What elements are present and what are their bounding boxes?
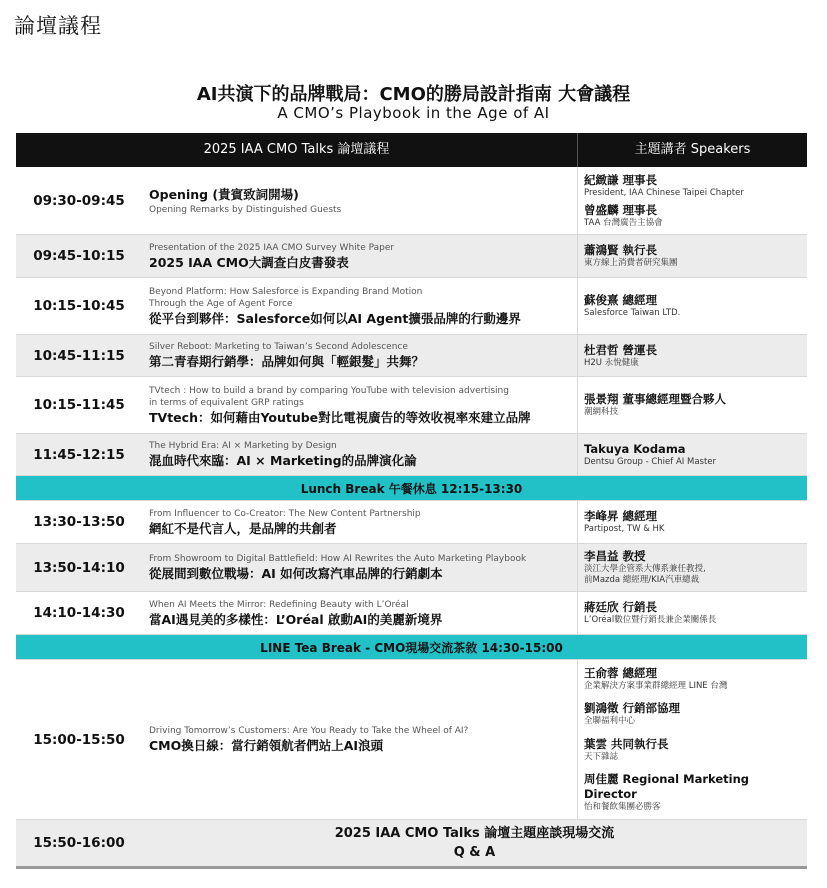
session-title: 第二青春期行銷學：品牌如何與「輕銀髮」共舞？: [149, 354, 425, 369]
closing-topic: [142, 820, 807, 866]
session-topic: [142, 434, 577, 475]
session-speakers: [577, 544, 807, 591]
session-row: [16, 544, 807, 592]
session-time: 09:45-10:15: [33, 248, 125, 264]
session-subtitle-line: Beyond Platform: How Salesforce is Expanding Brand Motion: [149, 286, 423, 297]
session-subtitle-line: Through the Age of Agent Force: [149, 298, 293, 309]
lunch-break-band: Lunch Break 午餐休息 12:15-13:30: [16, 476, 807, 501]
session-topic: [142, 167, 577, 234]
session-speakers: [577, 377, 807, 433]
speaker-name: Takuya Kodama: [584, 441, 686, 456]
speaker-name: 曾盛麟 理事長: [584, 202, 658, 217]
page-heading: 論壇議程: [14, 14, 102, 38]
session-row: [16, 335, 807, 377]
session-title: 2025 IAA CMO大調查白皮書發表: [149, 254, 349, 270]
session-speakers: [577, 592, 807, 634]
session-row: [16, 377, 807, 434]
speaker: [584, 293, 801, 319]
speaker: [584, 203, 801, 229]
event-title-zh: AI共演下的品牌戰局：CMO的勝局設計指南 大會議程: [196, 84, 631, 105]
session-row: [16, 434, 807, 476]
session-title: CMO換日線：當行銷領航者們站上AI浪頭: [149, 738, 384, 753]
session-subtitle: Driving Tomorrow’s Customers: Are You Ready to Take the Wheel of AI?: [149, 726, 469, 736]
session-time: 13:30-13:50: [33, 514, 125, 530]
speaker: [584, 701, 801, 727]
speaker-affiliation: Dentsu Group - Chief AI Master: [584, 456, 717, 467]
session-time: 10:15-10:45: [33, 298, 125, 314]
session-title: TVtech：如何藉由Youtube對比電視廣告的等效收視率來建立品牌: [149, 409, 531, 425]
session-topic: [142, 544, 577, 591]
speaker: [584, 666, 801, 692]
closing-time: 15:50-16:00: [33, 835, 125, 851]
speaker-name: 蕭鴻賢 執行長: [584, 243, 658, 257]
speaker-affiliation: 怡和餐飲集團必勝客: [584, 801, 661, 812]
session-row: [16, 660, 807, 820]
session-title: 從展間到數位戰場：AI 如何改寫汽車品牌的行銷劇本: [149, 566, 443, 581]
schedule-table: [16, 133, 807, 869]
speaker-name: 杜君哲 營運長: [584, 342, 658, 357]
session-speakers: [577, 434, 807, 475]
session-time: 09:30-09:45: [33, 192, 125, 209]
closing-row: [16, 820, 807, 866]
session-row: [16, 592, 807, 635]
speaker-name: 張景翔 董事總經理暨合夥人: [584, 392, 727, 406]
session-row: [16, 501, 807, 544]
speaker-name: 紀緻謙 理事長: [584, 172, 658, 187]
session-title: Opening (貴賓致詞開場): [149, 186, 299, 202]
session-speakers: [577, 501, 807, 543]
session-subtitle: Silver Reboot: Marketing to Taiwan’s Second Adolescence: [149, 342, 408, 352]
session-row: [16, 167, 807, 235]
speaker-affiliation: 全聯福利中心: [584, 716, 636, 727]
speaker-name: 李峰昇 總經理: [584, 509, 658, 523]
speaker-name: 李昌益 教授: [584, 549, 646, 563]
session-time: 14:10-14:30: [33, 605, 125, 621]
session-topic: [142, 592, 577, 634]
session-time: 10:45-11:15: [33, 347, 125, 364]
session-time: 11:45-12:15: [33, 446, 125, 463]
speaker: [584, 549, 801, 586]
speaker-affiliation: 東方線上消費者研究集團: [584, 258, 678, 268]
speaker-affiliation: 天下雜誌: [584, 751, 619, 762]
speaker: [584, 173, 801, 199]
speaker-affiliation: 企業解決方案事業群總經理 LINE 台灣: [584, 681, 728, 691]
speaker-name: 周佳麗 Regional Marketing Director: [584, 771, 749, 801]
speaker-affiliation: H2U 永悅健康: [584, 357, 639, 368]
header-program: 2025 IAA CMO Talks 論壇議程: [203, 142, 390, 157]
speaker-name: 蔣廷欣 行銷長: [584, 600, 658, 614]
speaker-affiliation: TAA 台灣廣告主協會: [584, 217, 663, 228]
header-speakers: 主題講者 Speakers: [577, 133, 807, 167]
speaker-affiliation: President, IAA Chinese Taipei Chapter: [584, 187, 744, 198]
speaker-name: 葉雲 共同執行長: [584, 736, 669, 751]
session-subtitle: When AI Meets the Mirror: Redefining Beauty with L’Oréal: [149, 599, 409, 610]
session-topic: [142, 377, 577, 433]
speaker: [584, 442, 801, 468]
speaker: [584, 343, 801, 369]
session-subtitle-line: in terms of equivalent GRP ratings: [149, 397, 304, 408]
session-time: 15:00-15:50: [33, 731, 125, 748]
speaker: [584, 243, 801, 269]
speaker-affiliation-line: 淡江大學企管系大傳系兼任教授,: [584, 564, 706, 574]
session-topic: [142, 278, 577, 334]
speaker-affiliation: Salesforce Taiwan LTD.: [584, 308, 681, 318]
session-time: 13:50-14:10: [33, 559, 125, 576]
session-subtitle: From Influencer to Co-Creator: The New Content Partnership: [149, 508, 421, 519]
tea-break-band: LINE Tea Break - CMO現場交流茶敘 14:30-15:00: [16, 635, 807, 660]
speaker-affiliation-line: 前Mazda 總經理/KIA汽車總裁: [584, 575, 700, 585]
speaker-affiliation: 潮網科技: [584, 407, 619, 417]
session-topic: [142, 335, 577, 376]
session-title: 從平台到夥伴：Salesforce如何以AI Agent擴張品牌的行動邊界: [149, 310, 521, 326]
session-topic: [142, 235, 577, 277]
session-subtitle: Presentation of the 2025 IAA CMO Survey White Paper: [149, 242, 395, 253]
speaker-name: 劉鴻徵 行銷部協理: [584, 701, 681, 716]
session-speakers: [577, 235, 807, 277]
session-subtitle: The Hybrid Era: AI × Marketing by Design: [149, 441, 337, 451]
closing-title: 2025 IAA CMO Talks 論壇主題座談現場交流: [334, 826, 615, 841]
speaker-affiliation: Partipost, TW & HK: [584, 524, 665, 534]
session-title: 混血時代來臨：AI × Marketing的品牌演化論: [149, 453, 417, 468]
session-row: [16, 278, 807, 335]
speaker-name: 蘇俊熹 總經理: [584, 293, 658, 307]
speaker: [584, 772, 801, 813]
table-header: [16, 133, 807, 167]
session-row: [16, 235, 807, 278]
speaker: [584, 600, 801, 626]
session-subtitle: Opening Remarks by Distinguished Guests: [149, 204, 342, 215]
speaker-name: 王俞蓉 總經理: [584, 666, 658, 680]
speaker: [584, 509, 801, 535]
session-title: 當AI遇見美的多樣性：L’Oréal 啟動AI的美麗新境界: [149, 611, 443, 627]
session-speakers: [577, 167, 807, 234]
closing-qa: Q & A: [453, 845, 496, 860]
session-title: 網紅不是代言人，是品牌的共創者: [149, 520, 337, 536]
speaker: [584, 737, 801, 763]
table-bottom-rule: [16, 866, 807, 869]
session-topic: [142, 660, 577, 819]
session-subtitle: From Showroom to Digital Battlefield: How AI Rewrites the Auto Marketing Playbook: [149, 554, 527, 564]
speaker: [584, 392, 801, 418]
speaker-affiliation: L’Oréal數位暨行銷長兼企業關係長: [584, 615, 717, 625]
session-speakers: [577, 335, 807, 376]
session-speakers: [577, 278, 807, 334]
session-topic: [142, 501, 577, 543]
session-time: 10:15-11:45: [33, 397, 125, 413]
event-title-en: A CMO’s Playbook in the Age of AI: [277, 104, 550, 122]
session-speakers: [577, 660, 807, 819]
session-subtitle-line: TVtech : How to build a brand by comparing YouTube with television advertising: [149, 385, 509, 396]
